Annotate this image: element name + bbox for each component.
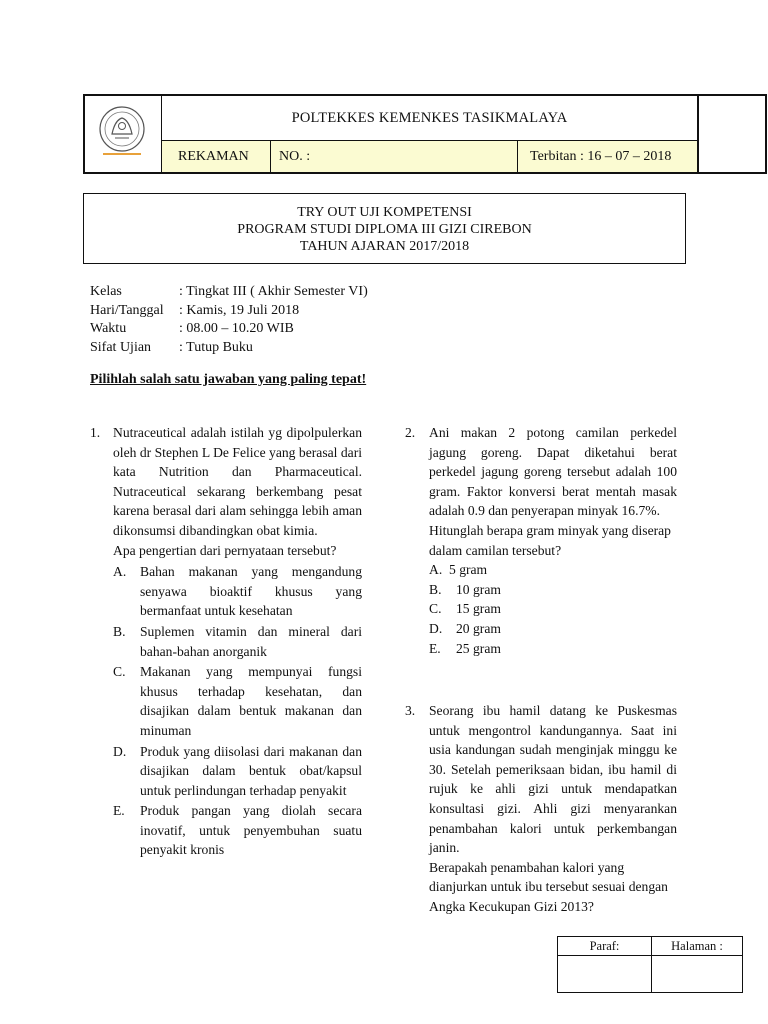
- question-number: 3.: [405, 703, 416, 718]
- option[interactable]: [429, 560, 677, 580]
- option-letter: A.: [429, 562, 443, 578]
- record-row: [162, 141, 697, 172]
- institution-seal-icon: [85, 96, 161, 172]
- option-text: 20 gram: [456, 620, 501, 636]
- instruction: Pilihlah salah satu jawaban yang paling tepat!: [90, 372, 367, 387]
- info-key: Sifat Ujian: [90, 339, 152, 355]
- option-text: 25 gram: [456, 640, 501, 656]
- option-letter: A.: [113, 564, 127, 580]
- option-letter: B.: [429, 581, 442, 597]
- option-text: 15 gram: [456, 601, 501, 617]
- option[interactable]: [113, 562, 362, 621]
- option-letter: D.: [429, 620, 443, 636]
- info-row: [90, 320, 368, 339]
- info-row: [90, 283, 368, 302]
- exam-title-box: [83, 193, 686, 264]
- option[interactable]: [113, 801, 362, 860]
- exam-title-line1: TRY OUT UJI KOMPETENSI: [297, 205, 472, 220]
- blank-right-cell: [697, 96, 768, 172]
- option[interactable]: [429, 639, 677, 659]
- logo-cell: [85, 96, 162, 172]
- question-text: Seorang ibu hamil datang ke Puskesmas untuk mengontrol kandungannya. Saat ini usia kandungan sudah menginjak minggu ke 30. Setelah pemeriksaan bidan, ibu hamil di rujuk ke ahli gizi untuk mendapatkan konsultasi gizi. Ahli gizi menyarankan penambahan kalori untuk perkembangan janin.: [429, 703, 677, 856]
- question-number: 1.: [90, 425, 101, 440]
- question-text: Ani makan 2 potong camilan perkedel jagung goreng. Dapat diketahui berat perkedel jagung goreng tersebut adalah 100 gram. Faktor konversi berat mentah masak adalah 0.9 dan penyerapan minyak 16.7%.: [429, 425, 677, 519]
- option-text: Suplemen vitamin dan mineral dari bahan-bahan anorganik: [140, 623, 362, 659]
- option-letter: D.: [113, 743, 127, 759]
- option-text: Produk yang diisolasi dari makanan dan disajikan dalam bentuk obat/kapsul untuk perlindungan terhadap penyakit: [140, 743, 362, 798]
- option-letter: E.: [113, 803, 125, 819]
- option[interactable]: [113, 742, 362, 801]
- option[interactable]: [429, 580, 677, 600]
- info-key: Waktu: [90, 321, 127, 336]
- option-text: Produk pangan yang diolah secara inovatif, untuk penyembuhan suatu penyakit kronis: [140, 803, 362, 858]
- option[interactable]: [113, 662, 362, 740]
- number-label: NO. :: [271, 141, 518, 172]
- question-prompt: Berapakah penambahan kalori yang dianjurkan untuk ibu tersebut sesuai dengan Angka Kecukupan Gizi 2013?: [429, 859, 668, 914]
- option[interactable]: [113, 622, 362, 661]
- option-text: 5 gram: [449, 562, 488, 578]
- info-value: : 08.00 – 10.20 WIB: [179, 321, 294, 336]
- info-key: Hari/Tanggal: [90, 302, 164, 318]
- option[interactable]: [429, 619, 677, 639]
- question-2: [405, 423, 677, 658]
- info-row: [90, 339, 368, 358]
- option-text: Bahan makanan yang mengandung senyawa bioaktif khusus yang bermanfaat untuk kesehatan: [140, 564, 362, 619]
- info-value: : Tutup Buku: [179, 339, 253, 355]
- signature-box: [557, 936, 743, 993]
- option-letter: B.: [113, 623, 126, 639]
- option-letter: E.: [429, 640, 441, 656]
- page-label: Halaman :: [652, 937, 742, 956]
- option[interactable]: [429, 599, 677, 619]
- exam-info: [90, 283, 368, 357]
- info-value: : Tingkat III ( Akhir Semester VI): [179, 284, 368, 299]
- issued-date: Terbitan : 16 – 07 – 2018: [530, 148, 672, 164]
- question-prompt: Hitunglah berapa gram minyak yang diserap dalam camilan tersebut?: [429, 522, 671, 558]
- record-label: REKAMAN: [162, 141, 271, 172]
- paraf-label: Paraf:: [558, 937, 651, 956]
- signature-divider: [651, 937, 652, 992]
- exam-title-line2: PROGRAM STUDI DIPLOMA III GIZI CIREBON: [237, 222, 532, 237]
- question-3: [405, 701, 677, 917]
- question-prompt: Apa pengertian dari pernyataan tersebut?: [113, 542, 337, 558]
- option-letter: C.: [429, 601, 442, 617]
- document-header-table: [83, 94, 767, 174]
- question-number: 2.: [405, 425, 416, 440]
- option-text: Makanan yang mempunyai fungsi khusus terhadap kesehatan, dan disajikan dalam bentuk makanan dan minuman: [140, 664, 362, 738]
- option-letter: C.: [113, 664, 126, 680]
- question-1: [90, 423, 362, 860]
- info-row: [90, 302, 368, 321]
- question-text: Nutraceutical adalah istilah yg dipolpulerkan oleh dr Stephen L De Felice yang berasal dari kata Nutrition dan Pharmaceutical. Nutraceutical sekarang berkembang pesat karena berasal dari alam sehingga lebih aman dikonsumsi dibandingkan obat kimia.: [113, 425, 362, 538]
- info-key: Kelas: [90, 284, 122, 299]
- institution-name: POLTEKKES KEMENKES TASIKMALAYA: [162, 96, 697, 141]
- info-value: : Kamis, 19 Juli 2018: [179, 302, 300, 318]
- exam-title-line3: TAHUN AJARAN 2017/2018: [299, 239, 470, 254]
- option-text: 10 gram: [456, 581, 501, 597]
